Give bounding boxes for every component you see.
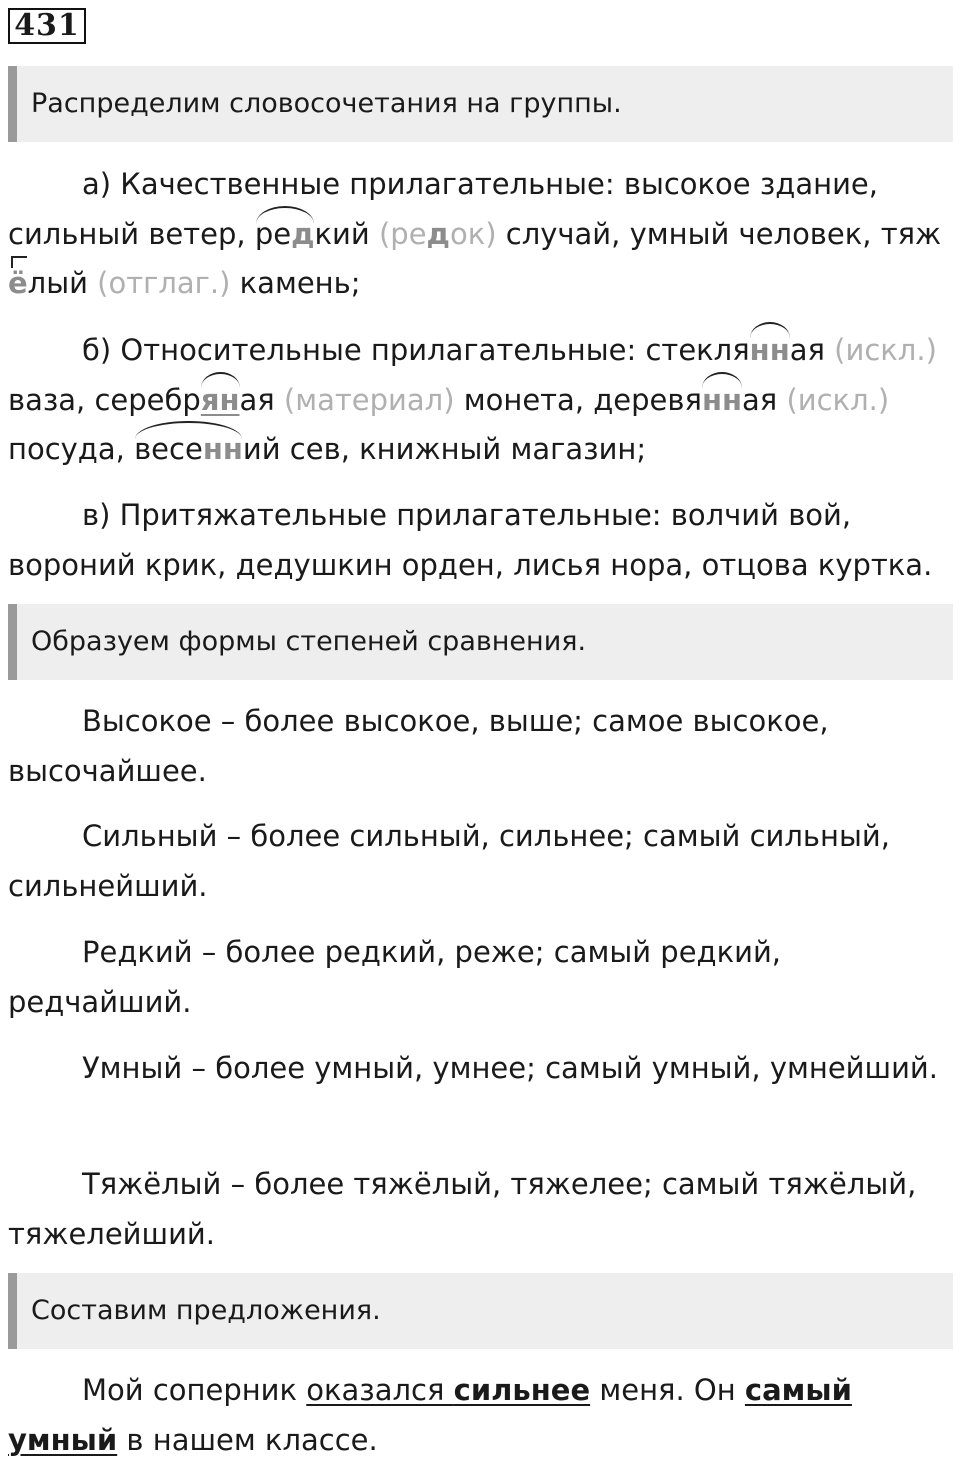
group-a-paragraph: а) Качественные прилагательные: высокое здание, сильный ветер, редкий (редок) случай, умный человек, тяжёлый (отглаг.) камень; xyxy=(8,160,953,309)
section-header-sentences xyxy=(8,1273,953,1349)
comparison-item: Редкий – более редкий, реже; самый редкий, редчайший. xyxy=(8,935,782,1019)
group-c-paragraph: в) Притяжательные прилагательные: волчий вой, вороний крик, дедушкин орден, лисья нора, отцова куртка. xyxy=(8,498,933,582)
note: (материал) xyxy=(274,382,455,417)
root-arc: весенн xyxy=(134,425,243,475)
suffix-arc: ян xyxy=(201,376,240,426)
task-number: 431 xyxy=(8,8,86,44)
comparison-item: Сильный – более сильный, сильнее; самый сильный, сильнейший. xyxy=(8,819,890,903)
suffix-arc: нн xyxy=(702,376,742,426)
underlined-predicate: оказался сильнее xyxy=(306,1373,591,1407)
section-header-comparison xyxy=(8,604,953,680)
section-header-groups xyxy=(8,66,953,142)
section-title: Распределим словосочетания на группы. xyxy=(31,88,622,119)
note: (отглаг.) xyxy=(87,266,231,300)
sentence-paragraph: Мой соперник оказался сильнее меня. Он самый умный в нашем классе. xyxy=(8,1373,852,1457)
comparison-item: Тяжёлый – более тяжёлый, тяжелее; самый тяжёлый, тяжелейший. xyxy=(8,1167,917,1251)
group-b-paragraph: б) Относительные прилагательные: стеклянная (искл.) ваза, серебряная (материал) монета, деревянная (искл.) посуда, весенний сев, книжный магазин; xyxy=(8,326,953,475)
note: (искл.) xyxy=(824,333,937,367)
section-title: Составим предложения. xyxy=(31,1295,381,1326)
note: (редок) xyxy=(369,216,497,251)
comparison-item: Высокое – более высокое, выше; самое высокое, высочайшее. xyxy=(8,704,829,788)
suffix-arc: нн xyxy=(750,326,790,376)
root-arc: ред xyxy=(255,210,315,260)
note: (искл.) xyxy=(777,382,890,417)
suffix-mark: ё xyxy=(8,259,28,309)
comparison-item: Умный – более умный, умнее; самый умный, умнейший. xyxy=(82,1051,938,1085)
underlined-predicate: самый умный xyxy=(8,1373,852,1457)
section-title: Образуем формы степеней сравнения. xyxy=(31,626,587,657)
